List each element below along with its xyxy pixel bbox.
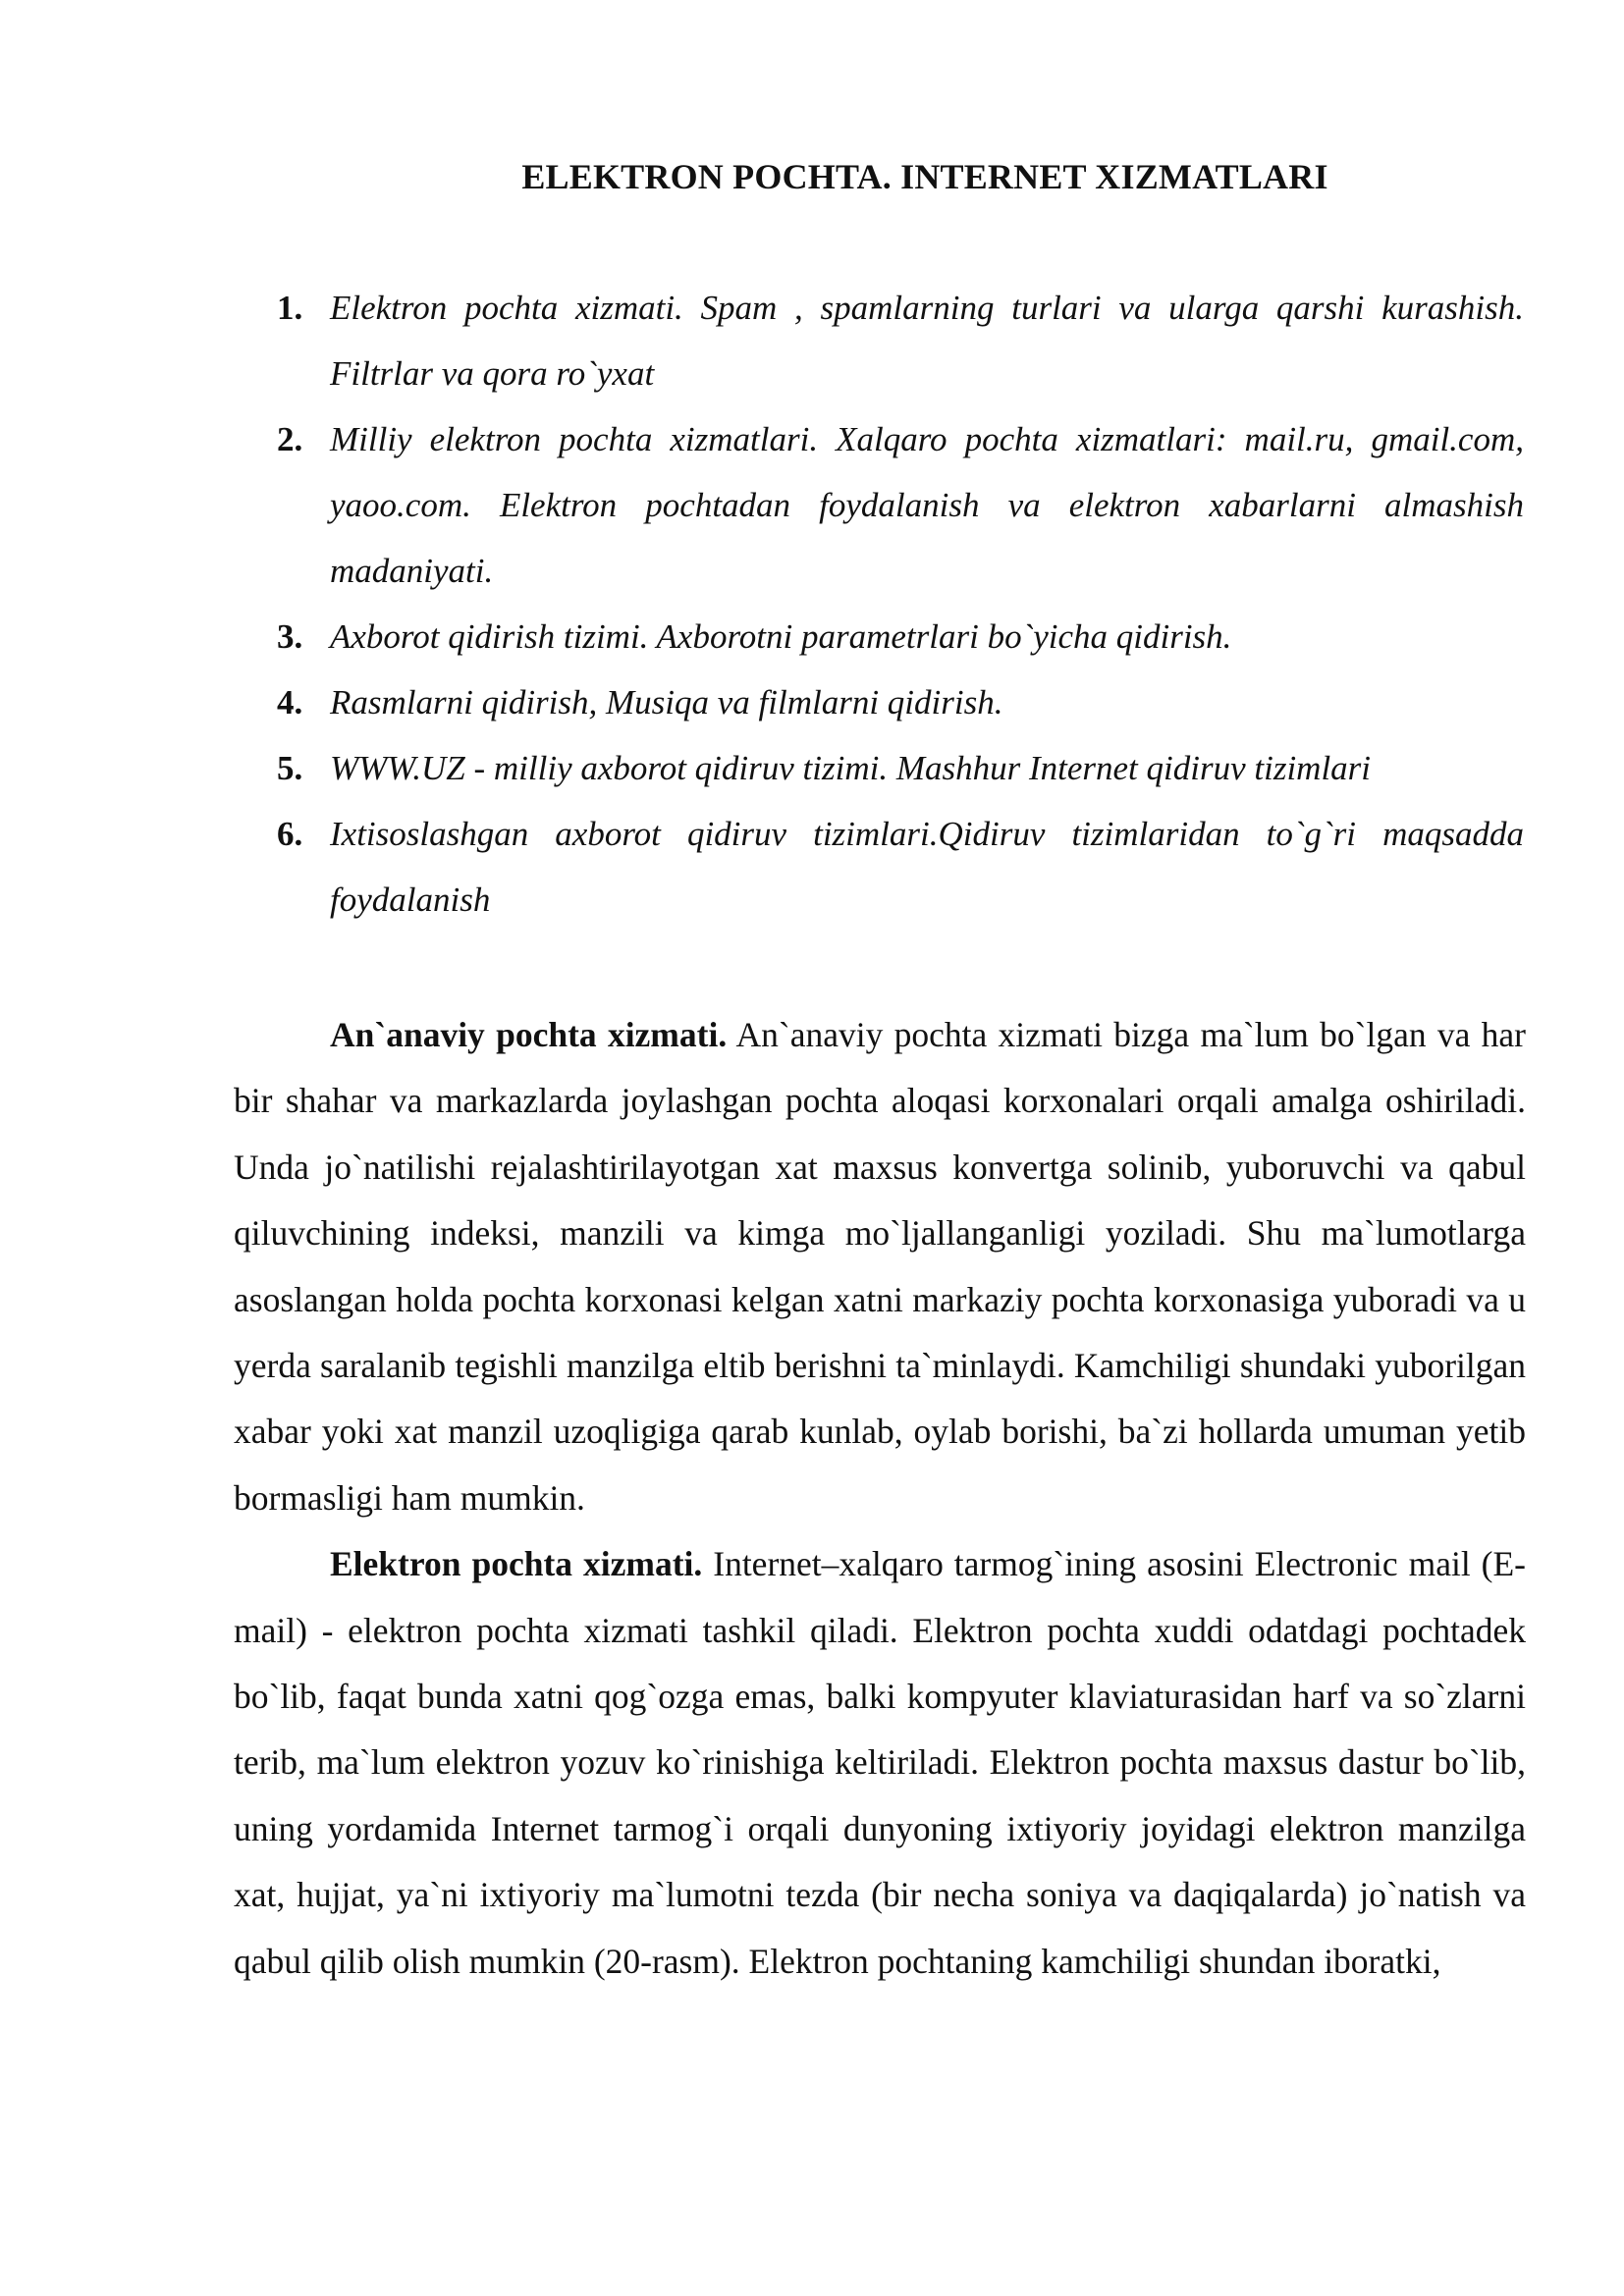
page-title: ELEKTRON POCHTA. INTERNET XIZMATLARI (521, 157, 1328, 196)
list-item-text: Milliy elektron pochta xizmatlari. Xalqaro pochta xizmatlari: mail.ru, gmail.com, yaoo.com. Elektron pochtadan foydalanish va elektron xabarlarni almashish madaniyati. (330, 420, 1524, 590)
paragraph-text: Internet–xalqaro tarmog`ining asosini Electronic mail (E-mail) - elektron pochta xizmati tashkil qiladi. Elektron pochta xuddi odatdagi pochtadek bo`lib, faqat bunda xatni qog`ozga emas, balki kompyuter klaviaturasidan harf va so`zlarni terib, ma`lum elektron yozuv ko`rinishiga keltiriladi. Elektron pochta maxsus dastur bo`lib, uning yordamida Internet tarmog`i orqali dunyoning ixtiyoriy joyidagi elektron manzilga xat, hujjat, ya`ni ixtiyoriy ma`lumotni tezda (bir necha soniya va daqiqalarda) jo`natish va qabul qilib olish mumkin (20-rasm). Elektron pochtaning kamchiligi shundan iboratki, (234, 1544, 1526, 1981)
list-item-text: Ixtisoslashgan axborot qidiruv tizimlari.Qidiruv tizimlaridan to`g`ri maqsadda foydalanish (330, 815, 1524, 919)
paragraph-heading: Elektron pochta xizmati. (330, 1544, 703, 1584)
list-item-number: 4. (277, 683, 303, 721)
document-body (234, 1002, 1526, 1995)
list-item (277, 604, 1524, 669)
list-item-text: Axborot qidirish tizimi. Axborotni parametrlari bo`yicha qidirish. (330, 617, 1232, 656)
list-item-number: 1. (277, 289, 303, 327)
topics-list (277, 275, 1524, 933)
list-item (277, 801, 1524, 933)
list-item-number: 3. (277, 617, 303, 656)
list-item (277, 275, 1524, 406)
paragraph-heading: An`anaviy pochta xizmati. (330, 1015, 728, 1054)
list-item-text: WWW.UZ - milliy axborot qidiruv tizimi. Mashhur Internet qidiruv tizimlari (330, 749, 1372, 787)
body-paragraph (234, 1531, 1526, 1995)
list-item (277, 669, 1524, 735)
list-item-number: 2. (277, 420, 303, 458)
paragraph-text: An`anaviy pochta xizmati bizga ma`lum bo`lgan va har bir shahar va markazlarda joylashgan pochta aloqasi korxonalari orqali amalga oshiriladi. Unda jo`natilishi rejalashtirilayotgan xat maxsus konvertga solinib, yuboruvchi va qabul qiluvchining indeksi, manzili va kimga mo`ljallanganligi yoziladi. Shu ma`lumotlarga asoslangan holda pochta korxonasi kelgan xatni markaziy pochta korxonasiga yuboradi va u yerda saralanib tegishli manzilga eltib berishni ta`minlaydi. Kamchiligi shundaki yuborilgan xabar yoki xat manzil uzoqligiga qarab kunlab, oylab borishi, ba`zi hollarda umuman yetib bormasligi ham mumkin. (234, 1015, 1527, 1518)
list-item-text: Rasmlarni qidirish, Musiqa va filmlarni qidirish. (330, 683, 1003, 721)
list-item-text: Elektron pochta xizmati. Spam , spamlarning turlari va ularga qarshi kurashish. Filtrlar va qora ro`yxat (330, 289, 1524, 393)
list-item (277, 406, 1524, 604)
list-item-number: 6. (277, 815, 303, 853)
list-item (277, 735, 1524, 801)
list-item-number: 5. (277, 749, 303, 787)
body-paragraph (234, 1002, 1526, 1531)
